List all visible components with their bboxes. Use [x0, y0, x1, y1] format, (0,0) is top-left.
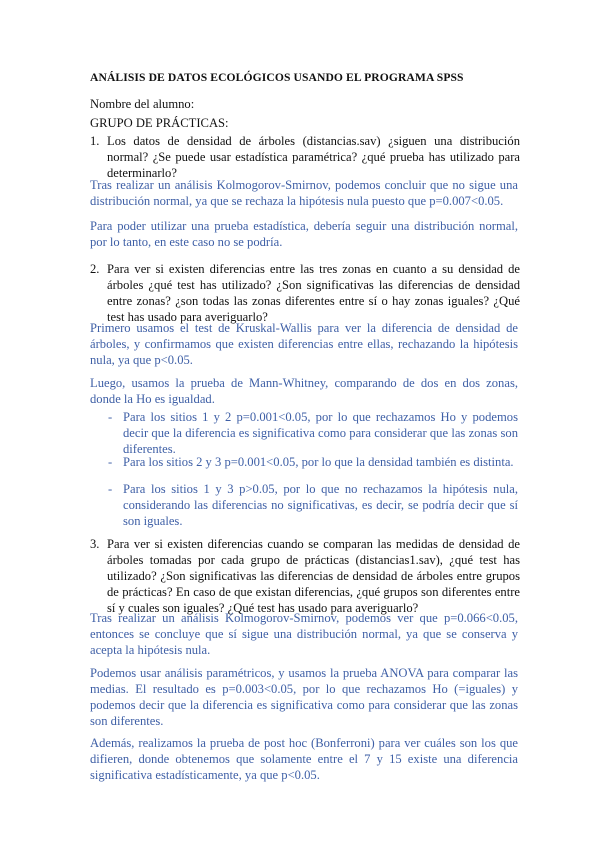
question-1	[90, 133, 520, 181]
answer-paragraph: Para poder utilizar una prueba estadística, debería seguir una distribución normal, por lo tanto, en este caso no se podría.	[90, 219, 518, 249]
answer-paragraph: Tras realizar un análisis Kolmogorov-Smirnov, podemos concluir que no sigue una distribución normal, ya que se rechaza la hipótesis nula puesto que p=0.007<0.05.	[90, 178, 518, 208]
question-text: Los datos de densidad de árboles (distancias.sav) ¿siguen una distribución normal? ¿Se puede usar estadística paramétrica? ¿qué prueba has utilizado para determinarlo?	[107, 134, 520, 180]
question-text: Para ver si existen diferencias cuando se comparan las medidas de densidad de árboles tomadas por cada grupo de prácticas (distancias1.sav), ¿qué test has utilizado? ¿Son significativas las diferencias de densidad de árboles entre grupos de prácticas? En caso de que existan diferencias, ¿qué grupos son diferentes entre sí y cuales son iguales? ¿Qué test has usado para averiguarlo?	[107, 537, 520, 615]
bullet-dash: -	[108, 410, 113, 424]
list-item-text: Para los sitios 1 y 2 p=0.001<0.05, por lo que rechazamos Ho y podemos decir que la diferencia es significativa como para considerar que las zonas son diferentes.	[123, 410, 518, 456]
student-name-label: Nombre del alumno:	[90, 97, 195, 111]
answer-paragraph: Tras realizar un análisis Kolmogorov-Smirnov, podemos ver que p=0.066<0.05, entonces se concluye que sí sigue una distribución normal, ya que se conserva y acepta la hipótesis nula.	[90, 611, 518, 657]
question-text: Para ver si existen diferencias entre las tres zonas en cuanto a su densidad de árboles ¿qué test has utilizado? ¿Son significativas las diferencias de densidad entre zonas? ¿son todas las zonas diferentes entre sí o hay zonas iguales? ¿Qué test has usado para averiguarlo?	[107, 262, 520, 324]
practice-group-label: GRUPO DE PRÁCTICAS:	[90, 116, 229, 130]
question-3	[90, 536, 520, 616]
list-item	[90, 454, 518, 470]
list-item	[90, 409, 518, 457]
question-number: 3.	[90, 537, 100, 551]
answer-paragraph: Además, realizamos la prueba de post hoc (Bonferroni) para ver cuáles son los que difieren, donde obtenemos que solamente entre el 7 y 15 existe una diferencia significativa estadísticamente, ya que p<0.05.	[90, 736, 518, 782]
list-item	[90, 481, 518, 529]
answer-paragraph: Luego, usamos la prueba de Mann-Whitney, comparando de dos en dos zonas, donde la Ho es igualdad.	[90, 376, 518, 406]
bullet-dash: -	[108, 455, 113, 469]
list-item-text: Para los sitios 2 y 3 p=0.001<0.05, por lo que la densidad también es distinta.	[123, 455, 514, 469]
list-item-text: Para los sitios 1 y 3 p>0.05, por lo que no rechazamos la hipótesis nula, considerando las diferencias no significativas, es decir, se podría decir que sí son iguales.	[123, 482, 518, 528]
answer-paragraph: Primero usamos el test de Kruskal-Wallis para ver la diferencia de densidad de árboles, y confirmamos que existen diferencias entre ellas, rechazando la hipótesis nula, ya que p<0.05.	[90, 321, 518, 367]
bullet-dash: -	[108, 482, 113, 496]
question-2	[90, 261, 520, 325]
document-title: ANÁLISIS DE DATOS ECOLÓGICOS USANDO EL PROGRAMA SPSS	[90, 71, 464, 84]
question-number: 2.	[90, 262, 100, 276]
answer-paragraph: Podemos usar análisis paramétricos, y usamos la prueba ANOVA para comparar las medias. El resultado es p=0.003<0.05, por lo que rechazamos Ho (=iguales) y podemos decir que la diferencia es significativa como para considerar que las zonas son diferentes.	[90, 666, 518, 728]
question-number: 1.	[90, 134, 100, 148]
